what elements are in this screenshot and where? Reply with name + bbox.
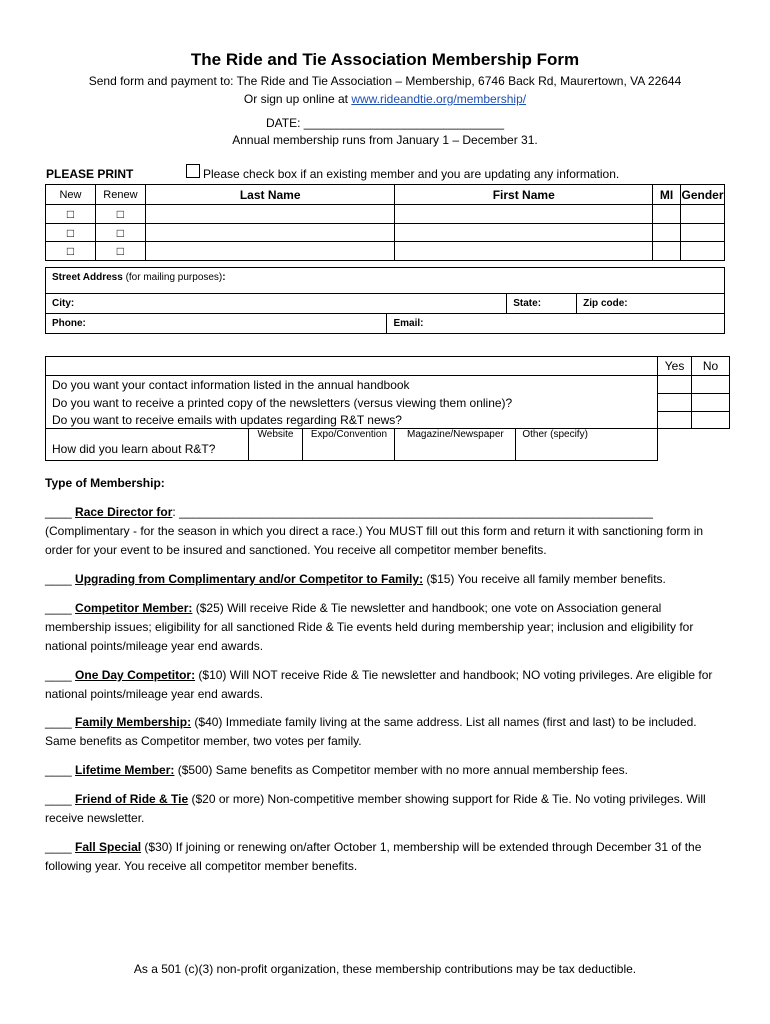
- email-label: Email:: [393, 318, 424, 329]
- race-director-desc: (Complimentary - for the season in which you direct a race.) You MUST fill out this form and return it with sanctioning form in order for your event to be insured and sanctioned. You receive all competitor member benefits.: [45, 524, 704, 557]
- street-note: (for mailing purposes): [125, 272, 223, 283]
- blank-cell: [658, 429, 692, 461]
- blank[interactable]: ____: [45, 792, 72, 806]
- option-magazine[interactable]: Magazine/Newspaper: [395, 429, 516, 461]
- street-label: Street Address: [52, 272, 123, 283]
- one-day-desc: ($10) Will NOT receive Ride & Tie newsletter and handbook; NO voting privileges. Are eligible for national points/mileage year end awards.: [45, 668, 713, 701]
- online-prefix: Or sign up online at: [243, 92, 352, 106]
- existing-member-checkbox[interactable]: [186, 164, 200, 183]
- family-option[interactable]: [45, 713, 725, 751]
- mi-input[interactable]: [653, 205, 681, 224]
- emails-no[interactable]: [692, 412, 730, 429]
- col-gender: Gender: [680, 185, 724, 205]
- date-field[interactable]: DATE: ______________________________: [266, 116, 504, 130]
- phone-field[interactable]: [46, 314, 387, 334]
- col-first-name: First Name: [395, 185, 653, 205]
- fall-special-title: Fall Special: [75, 840, 142, 854]
- question-handbook: Do you want your contact information listed in the annual handbook: [46, 376, 658, 394]
- newsletter-no[interactable]: [692, 394, 730, 412]
- col-mi: MI: [653, 185, 681, 205]
- option-expo[interactable]: Expo/Convention: [303, 429, 395, 461]
- lifetime-desc: ($500) Same benefits as Competitor member with no more annual membership fees.: [174, 763, 628, 777]
- competitor-option[interactable]: [45, 599, 725, 656]
- blank[interactable]: ____: [45, 601, 72, 615]
- friend-option[interactable]: [45, 790, 725, 828]
- upgrade-desc: ($15) You receive all family member benefits.: [423, 572, 666, 586]
- col-new: New: [46, 185, 96, 205]
- fall-special-desc: ($30) If joining or renewing on/after October 1, membership will be extended through December 31 of the following year. You receive all competitor member benefits.: [45, 840, 702, 873]
- address-table: [45, 267, 725, 334]
- new-checkbox[interactable]: □: [46, 205, 96, 224]
- blank[interactable]: ____: [45, 763, 72, 777]
- form-title: The Ride and Tie Association Membership Form: [190, 50, 580, 69]
- tax-deductible-note: As a 501 (c)(3) non-profit organization, these membership contributions may be tax deductible.: [133, 962, 637, 976]
- lifetime-option[interactable]: [45, 761, 725, 780]
- race-director-line[interactable]: : _______________________________________________________________________: [172, 505, 653, 519]
- renew-checkbox[interactable]: □: [95, 224, 145, 242]
- existing-member-note: Please check box if an existing member and you are updating any information.: [203, 167, 620, 181]
- blank[interactable]: ____: [45, 840, 72, 854]
- please-print-label: PLEASE PRINT: [46, 167, 134, 181]
- state-label: State:: [513, 298, 542, 309]
- one-day-option[interactable]: [45, 666, 725, 704]
- gender-input[interactable]: [680, 205, 724, 224]
- phone-label: Phone:: [52, 318, 86, 329]
- one-day-title: One Day Competitor:: [75, 668, 196, 682]
- blank[interactable]: ____: [45, 715, 72, 729]
- blank[interactable]: ____: [45, 668, 72, 682]
- renew-checkbox[interactable]: □: [95, 242, 145, 261]
- last-name-input[interactable]: [145, 205, 395, 224]
- membership-heading: Type of Membership:: [45, 476, 165, 490]
- gender-input[interactable]: [680, 224, 724, 242]
- zip-label: Zip code:: [583, 298, 628, 309]
- blank[interactable]: ____: [45, 572, 72, 586]
- option-website[interactable]: Website: [248, 429, 303, 461]
- emails-yes[interactable]: [658, 412, 692, 429]
- col-last-name: Last Name: [145, 185, 395, 205]
- questions-table: [45, 356, 730, 461]
- last-name-input[interactable]: [145, 224, 395, 242]
- question-learn: How did you learn about R&T?: [46, 429, 249, 461]
- family-desc: ($40) Immediate family living at the same address. List all names (first and last) to be included. Same benefits as Competitor member, two votes per family.: [45, 715, 697, 748]
- new-checkbox[interactable]: □: [46, 224, 96, 242]
- last-name-input[interactable]: [145, 242, 395, 261]
- blank-cell: [692, 429, 730, 461]
- online-line: [0, 92, 770, 106]
- first-name-input[interactable]: [395, 224, 653, 242]
- blank[interactable]: ____: [45, 505, 72, 519]
- friend-title: Friend of Ride & Tie: [75, 792, 189, 806]
- street-address-field[interactable]: [46, 268, 725, 294]
- state-field[interactable]: [507, 294, 577, 314]
- fall-special-option[interactable]: [45, 838, 725, 876]
- question-emails: Do you want to receive emails with updates regarding R&T news?: [46, 412, 658, 429]
- family-title: Family Membership:: [75, 715, 192, 729]
- membership-link[interactable]: www.rideandtie.org/membership/: [351, 92, 527, 106]
- handbook-no[interactable]: [692, 376, 730, 394]
- mi-input[interactable]: [653, 224, 681, 242]
- race-director-title: Race Director for: [75, 505, 173, 519]
- friend-desc: ($20 or more) Non-competitive member showing support for Ride & Tie. No voting privileges. Will receive newsletter.: [45, 792, 706, 825]
- mi-input[interactable]: [653, 242, 681, 261]
- new-checkbox[interactable]: □: [46, 242, 96, 261]
- question-newsletter: Do you want to receive a printed copy of the newsletters (versus viewing them online)?: [46, 394, 658, 412]
- gender-input[interactable]: [680, 242, 724, 261]
- first-name-input[interactable]: [395, 205, 653, 224]
- membership-period: Annual membership runs from January 1 – December 31.: [232, 133, 538, 147]
- renew-checkbox[interactable]: □: [95, 205, 145, 224]
- option-other[interactable]: Other (specify): [516, 429, 658, 461]
- handbook-yes[interactable]: [658, 376, 692, 394]
- upgrade-option[interactable]: [45, 570, 725, 589]
- zip-field[interactable]: [577, 294, 725, 314]
- upgrade-title: Upgrading from Complimentary and/or Competitor to Family:: [75, 572, 424, 586]
- lifetime-title: Lifetime Member:: [75, 763, 175, 777]
- name-table: [45, 184, 725, 261]
- no-header: No: [692, 357, 730, 376]
- col-renew: Renew: [95, 185, 145, 205]
- send-to-line: Send form and payment to: The Ride and Tie Association – Membership, 6746 Back Rd, Maurertown, VA 22644: [88, 74, 682, 88]
- newsletter-yes[interactable]: [658, 394, 692, 412]
- header-spacer: [46, 357, 658, 376]
- yes-header: Yes: [658, 357, 692, 376]
- city-label: City:: [52, 298, 75, 309]
- email-field[interactable]: [387, 314, 725, 334]
- first-name-input[interactable]: [395, 242, 653, 261]
- competitor-title: Competitor Member:: [75, 601, 193, 615]
- race-director-option[interactable]: [45, 503, 725, 560]
- city-field[interactable]: [46, 294, 507, 314]
- street-colon: :: [222, 272, 226, 283]
- competitor-desc: ($25) Will receive Ride & Tie newsletter and handbook; one vote on Association general membership issues; eligibility for all sanctioned Ride & Tie events held during membership year; inclusion and eligibility for national points/mileage year end awards.: [45, 601, 694, 653]
